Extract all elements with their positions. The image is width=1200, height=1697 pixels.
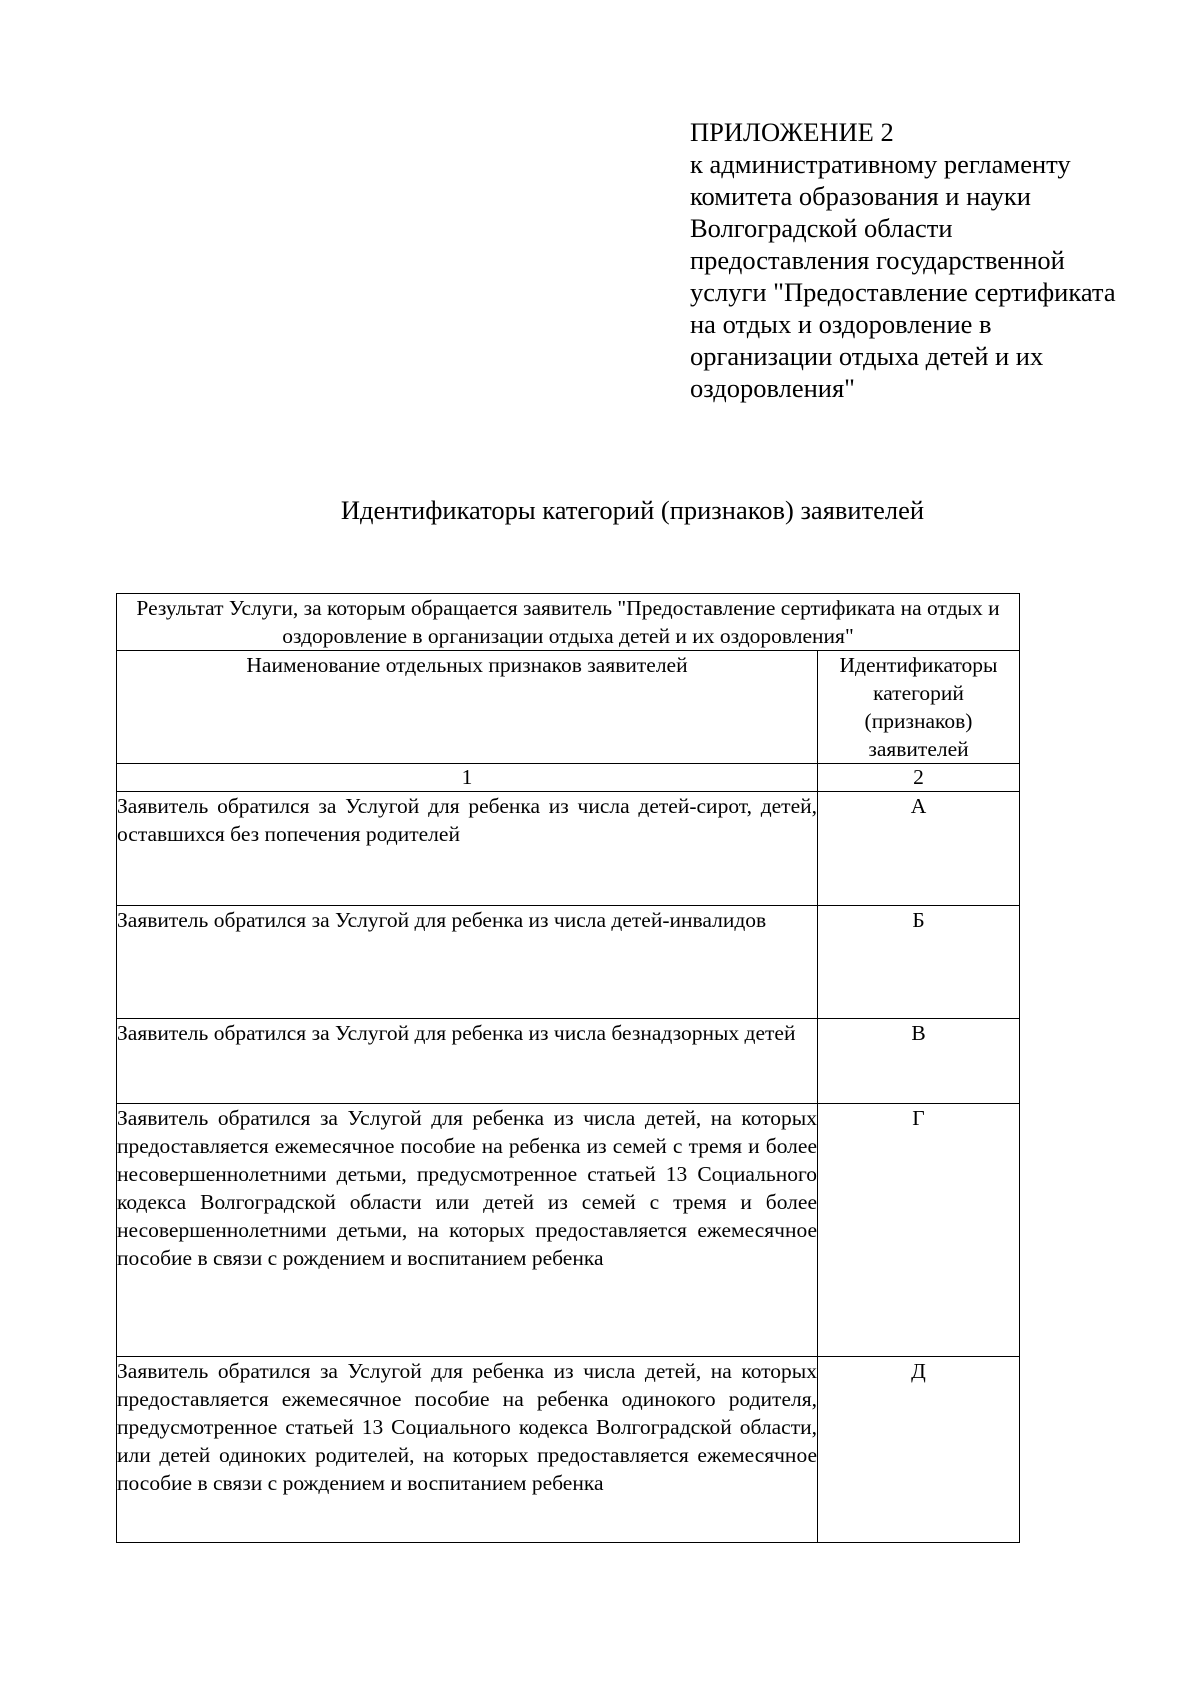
- appendix-heading: ПРИЛОЖЕНИЕ 2: [690, 117, 894, 147]
- column-number-row: [117, 764, 1020, 792]
- appendix-line: Волгоградской области: [690, 213, 953, 243]
- row-code: Д: [818, 1357, 1020, 1543]
- table-row: [117, 792, 1020, 906]
- row-code: В: [818, 1019, 1020, 1104]
- appendix-line: оздоровления": [690, 373, 855, 403]
- table-row: [117, 1104, 1020, 1357]
- appendix-line: организации отдыха детей и их: [690, 341, 1044, 371]
- row-description: Заявитель обратился за Услугой для ребенка из числа детей, на которых предоставляется ежемесячное пособие на ребенка из семей с тремя и более несовершеннолетними детьми, предусмотренное статьей 13 Социального кодекса Волгоградской области или детей из семей с тремя и более несовершеннолетними детьми, на которых предоставляется ежемесячное пособие в связи с рождением и воспитанием ребенка: [117, 1104, 818, 1357]
- row-description: Заявитель обратился за Услугой для ребенка из числа детей-инвалидов: [117, 906, 818, 1019]
- header-row: [117, 651, 1020, 764]
- table-row: [117, 1357, 1020, 1543]
- table-row: [117, 1019, 1020, 1104]
- appendix-line: к административному регламенту: [690, 149, 1071, 179]
- result-row: [117, 594, 1020, 651]
- appendix-line: на отдых и оздоровление в: [690, 309, 992, 339]
- row-code: Г: [818, 1104, 1020, 1357]
- row-description: Заявитель обратился за Услугой для ребенка из числа детей, на которых предоставляется ежемесячное пособие на ребенка одинокого родителя, предусмотренное статьей 13 Социального кодекса Волгоградской области, или детей одиноких родителей, на которых предоставляется ежемесячное пособие в связи с рождением и воспитанием ребенка: [117, 1357, 818, 1543]
- column-number-2: 2: [818, 764, 1020, 792]
- identifiers-table: [116, 593, 1020, 1543]
- service-result-cell: Результат Услуги, за которым обращается заявитель "Предоставление сертификата на отдых и оздоровление в организации отдыха детей и их оздоровления": [117, 594, 1020, 651]
- document-title: Идентификаторы категорий (признаков) заявителей: [340, 495, 925, 525]
- row-code: Б: [818, 906, 1020, 1019]
- row-code: А: [818, 792, 1020, 906]
- header-id-column: Идентификаторы категорий (признаков) заявителей: [818, 651, 1020, 764]
- row-description: Заявитель обратился за Услугой для ребенка из числа детей-сирот, детей, оставшихся без попечения родителей: [117, 792, 818, 906]
- row-description: Заявитель обратился за Услугой для ребенка из числа безнадзорных детей: [117, 1019, 818, 1104]
- appendix-line: предоставления государственной: [690, 245, 1065, 275]
- column-number-1: 1: [117, 764, 818, 792]
- appendix-line: услуги "Предоставление сертификата: [690, 277, 1116, 307]
- header-name-column: Наименование отдельных признаков заявителей: [117, 651, 818, 764]
- appendix-line: комитета образования и науки: [690, 181, 1031, 211]
- table-row: [117, 906, 1020, 1019]
- appendix-block: [690, 116, 1160, 404]
